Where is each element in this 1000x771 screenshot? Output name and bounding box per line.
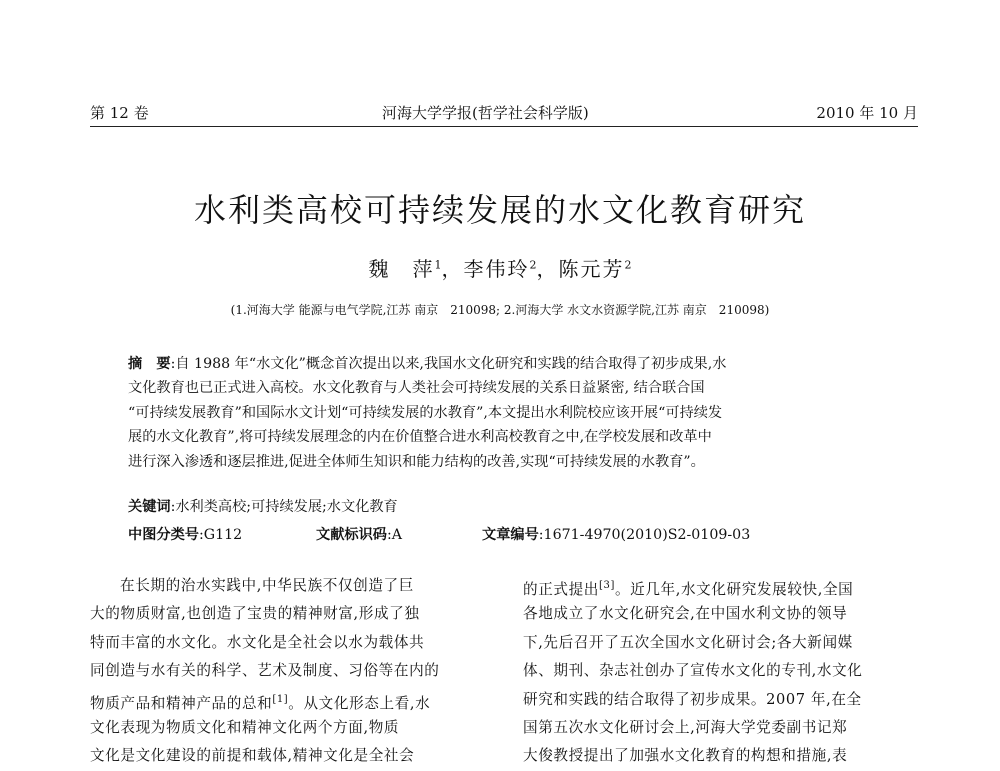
- abstract-line: 文化教育也已正式进入高校。水文化教育与人类社会可持续发展的关系日益紧密, 结合联合国: [128, 380, 705, 397]
- abstract-label: 摘 要: [128, 356, 171, 372]
- citation-mark: [1]: [272, 693, 289, 705]
- author-name: 魏 萍: [368, 257, 435, 281]
- running-head: [90, 102, 918, 127]
- author-affil-mark: 2: [624, 258, 632, 272]
- body-line: 大的物质财富,也创造了宝贵的精神财富,形成了独: [90, 605, 420, 623]
- author-list: 魏 萍$^1$，李伟玲$^2$，陈元芳$^2$: [368, 257, 632, 281]
- body-line: 的正式提出[3]。近几年,水文化研究发展较快,全国: [523, 580, 854, 598]
- issue-date: 2010 年 10 月: [816, 104, 918, 122]
- affiliations: (1.河海大学 能源与电气学院,江苏 南京 210098; 2.河海大学 水文水资源学院,江苏 南京 210098): [230, 303, 770, 317]
- body-line: 特而丰富的水文化。水文化是全社会以水为载体共: [90, 633, 425, 651]
- keywords: 关键词:水利类高校;可持续发展;水文化教育: [128, 499, 398, 515]
- body-line: 大俊教授提出了加强水文化教育的构想和措施,表: [523, 747, 848, 765]
- body-line: 体、期刊、杂志社创办了宣传水文化的专刊,水文化: [523, 662, 863, 680]
- body-line: 下,先后召开了五次全国水文化研讨会;各大新闻媒: [523, 633, 853, 651]
- body-column-right: [523, 572, 919, 771]
- body-line: 物质产品和精神产品的总和[1]。从文化形态上看,水: [90, 693, 431, 712]
- volume-label: 第 12 卷: [90, 104, 149, 122]
- body-line: 在长期的治水实践中,中华民族不仅创造了巨: [120, 577, 414, 594]
- article-number: 文章编号:1671-4970(2010)S2-0109-03: [482, 527, 751, 543]
- document-code: 文献标识码:A: [316, 527, 402, 543]
- keywords-label: 关键词: [128, 499, 171, 515]
- abstract: [128, 352, 884, 474]
- body-line: 文化表现为物质文化和精神文化两个方面,物质: [90, 718, 400, 736]
- abstract-line: “可持续发展教育”和国际水文计划“可持续发展的水教育”,本文提出水利院校应该开展“可持续发: [128, 404, 723, 421]
- keywords-value: 水利类高校;可持续发展;水文化教育: [175, 499, 398, 515]
- citation-mark: [3]: [598, 580, 615, 591]
- abstract-line: 进行深入渗透和逐层推进,促进全体师生知识和能力结构的改善,实现“可持续发展的水教育”。: [128, 453, 705, 470]
- body-column-left: [90, 572, 486, 771]
- author-name: 陈元芳: [558, 257, 625, 281]
- body-line: 同创造与水有关的科学、艺术及制度、习俗等在内的: [90, 662, 440, 680]
- author-affil-mark: 2: [529, 258, 537, 272]
- journal-name: 河海大学学报(哲学社会科学版): [382, 104, 589, 122]
- body-line: 文化是文化建设的前提和载体,精神文化是全社会: [90, 747, 415, 765]
- body-line: 研究和实践的结合取得了初步成果。2007 年,在全: [523, 690, 862, 708]
- abstract-line: 摘 要:自 1988 年“水文化”概念首次提出以来,我国水文化研究和实践的结合取得了初步成果,水: [128, 356, 727, 372]
- article-title: 水利类高校可持续发展的水文化教育研究: [193, 191, 806, 229]
- body-line: 各地成立了水文化研究会,在中国水利文协的领导: [523, 605, 848, 623]
- author-affil-mark: 1: [434, 258, 442, 272]
- body-line: 国第五次水文化研讨会上,河海大学党委副书记郑: [523, 718, 848, 736]
- abstract-line: 展的水文化教育”,将可持续发展理念的内在价值整合进水利高校教育之中,在学校发展和改革中: [128, 429, 712, 446]
- clc-number: 中图分类号:G112: [128, 527, 243, 543]
- author-name: 李伟玲: [463, 257, 530, 281]
